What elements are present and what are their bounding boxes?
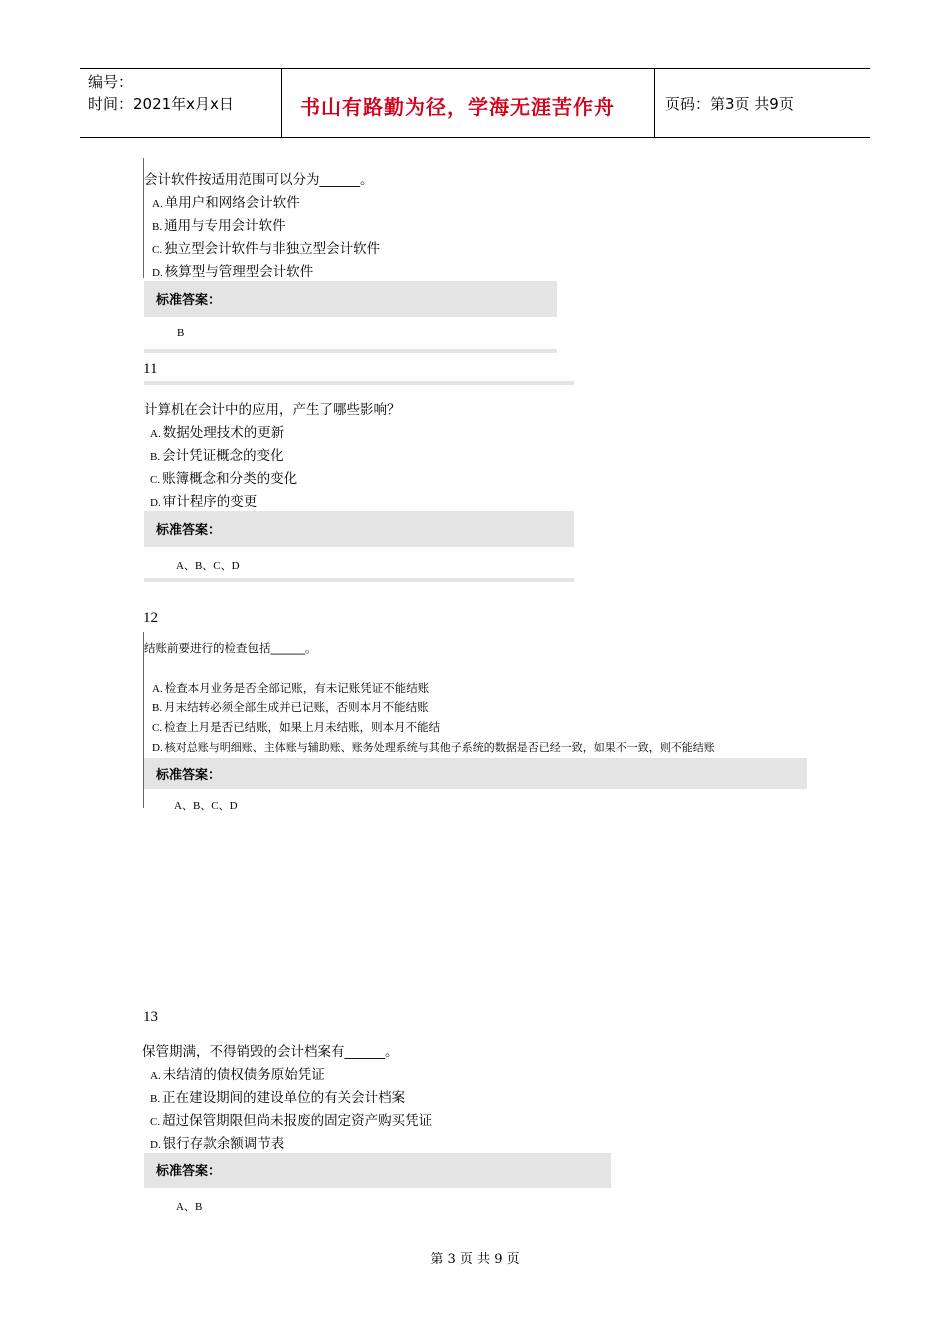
option-text: 超过保管期限但尚未报废的固定资产购买凭证 (162, 1113, 433, 1129)
option-text: 通用与专用会计软件 (164, 218, 286, 234)
question-text: 保管期满，不得销毁的会计档案有______。 (142, 1044, 399, 1060)
option-letter: B. (150, 451, 161, 463)
option-a (150, 421, 284, 441)
option-c (152, 719, 440, 735)
question-number: 12 (143, 610, 158, 626)
option-a (152, 680, 429, 696)
option-letter: C. (150, 474, 161, 486)
option-letter: A. (150, 428, 161, 440)
option-text: 检查上月是否已结账，如果上月未结账，则本月不能结 (164, 720, 441, 734)
answer-label: 标准答案： (156, 768, 222, 783)
question-number: 13 (143, 1009, 158, 1025)
header-meta (88, 71, 234, 115)
answer-label: 标准答案： (156, 523, 222, 538)
option-a (150, 1063, 325, 1083)
option-text: 未结清的债权债务原始凭证 (162, 1067, 325, 1083)
option-c (150, 1109, 432, 1129)
option-text: 审计程序的变更 (162, 494, 258, 510)
number-label: 编号： (88, 73, 134, 91)
option-text: 核对总账与明细账、主体账与辅助账、账务处理系统与其他子系统的数据是否已经一致，如果不一致，则不能结账 (164, 741, 715, 754)
answer-divider (144, 349, 557, 353)
option-b (152, 699, 429, 715)
option-text: 检查本月业务是否全部记账，有未记账凭证不能结账 (164, 681, 430, 695)
option-text: 银行存款余额调节表 (162, 1136, 285, 1152)
time-label: 时间：2021年x月x日 (88, 95, 234, 113)
option-d (152, 260, 313, 280)
option-b (150, 444, 284, 464)
answer-header (144, 511, 574, 547)
answer-label: 标准答案： (156, 1164, 222, 1179)
option-c (152, 237, 380, 257)
option-a (152, 191, 300, 211)
option-letter: D. (150, 497, 161, 509)
option-letter: A. (152, 683, 163, 695)
option-b (152, 214, 286, 234)
option-d (150, 1132, 284, 1152)
option-b (150, 1086, 405, 1106)
option-text: 核算型与管理型会计软件 (164, 264, 314, 280)
header-page-info: 页码：第3页 共9页 (665, 95, 794, 113)
option-letter: B. (152, 221, 163, 233)
answer-value: A、B、C、D (176, 560, 240, 572)
question-text: 会计软件按适用范围可以分为______。 (144, 172, 374, 188)
header-divider (654, 69, 655, 137)
option-c (150, 467, 297, 487)
header-divider (281, 69, 282, 137)
option-letter: D. (152, 267, 163, 279)
option-letter: D. (150, 1139, 161, 1151)
option-letter: B. (150, 1093, 161, 1105)
option-text: 正在建设期间的建设单位的有关会计档案 (162, 1090, 406, 1106)
answer-header (144, 281, 557, 317)
answer-header (144, 1153, 611, 1188)
option-text: 会计凭证概念的变化 (162, 448, 284, 464)
answer-value: A、B、C、D (174, 800, 238, 812)
question-number: 11 (143, 361, 158, 377)
answer-label: 标准答案： (156, 293, 222, 308)
option-d (150, 490, 257, 510)
option-text: 月末结转必须全部生成并已记账，否则本月不能结账 (164, 700, 429, 714)
option-letter: C. (150, 1116, 161, 1128)
question-text: 计算机在会计中的应用，产生了哪些影响？ (144, 402, 401, 418)
header-motto: 书山有路勤为径，学海无涯苦作舟 (300, 95, 615, 119)
option-text: 账簿概念和分类的变化 (162, 471, 298, 487)
option-letter: A. (152, 198, 163, 210)
answer-divider (144, 578, 574, 582)
option-d (152, 739, 715, 755)
option-letter: C. (152, 722, 163, 734)
answer-value: B (177, 327, 185, 339)
option-text: 独立型会计软件与非独立型会计软件 (164, 241, 381, 257)
option-letter: C. (152, 244, 163, 256)
page-header (80, 68, 870, 138)
question-divider (144, 381, 574, 385)
option-text: 单用户和网络会计软件 (164, 195, 300, 211)
option-text: 数据处理技术的更新 (162, 425, 285, 441)
page-footer: 第 3 页 共 9 页 (430, 1252, 520, 1267)
option-letter: D. (152, 742, 163, 754)
option-letter: A. (150, 1070, 161, 1082)
question-text: 结账前要进行的检查包括______。 (144, 641, 317, 655)
option-letter: B. (152, 702, 163, 714)
answer-header (144, 758, 807, 789)
answer-value: A、B (176, 1201, 203, 1213)
